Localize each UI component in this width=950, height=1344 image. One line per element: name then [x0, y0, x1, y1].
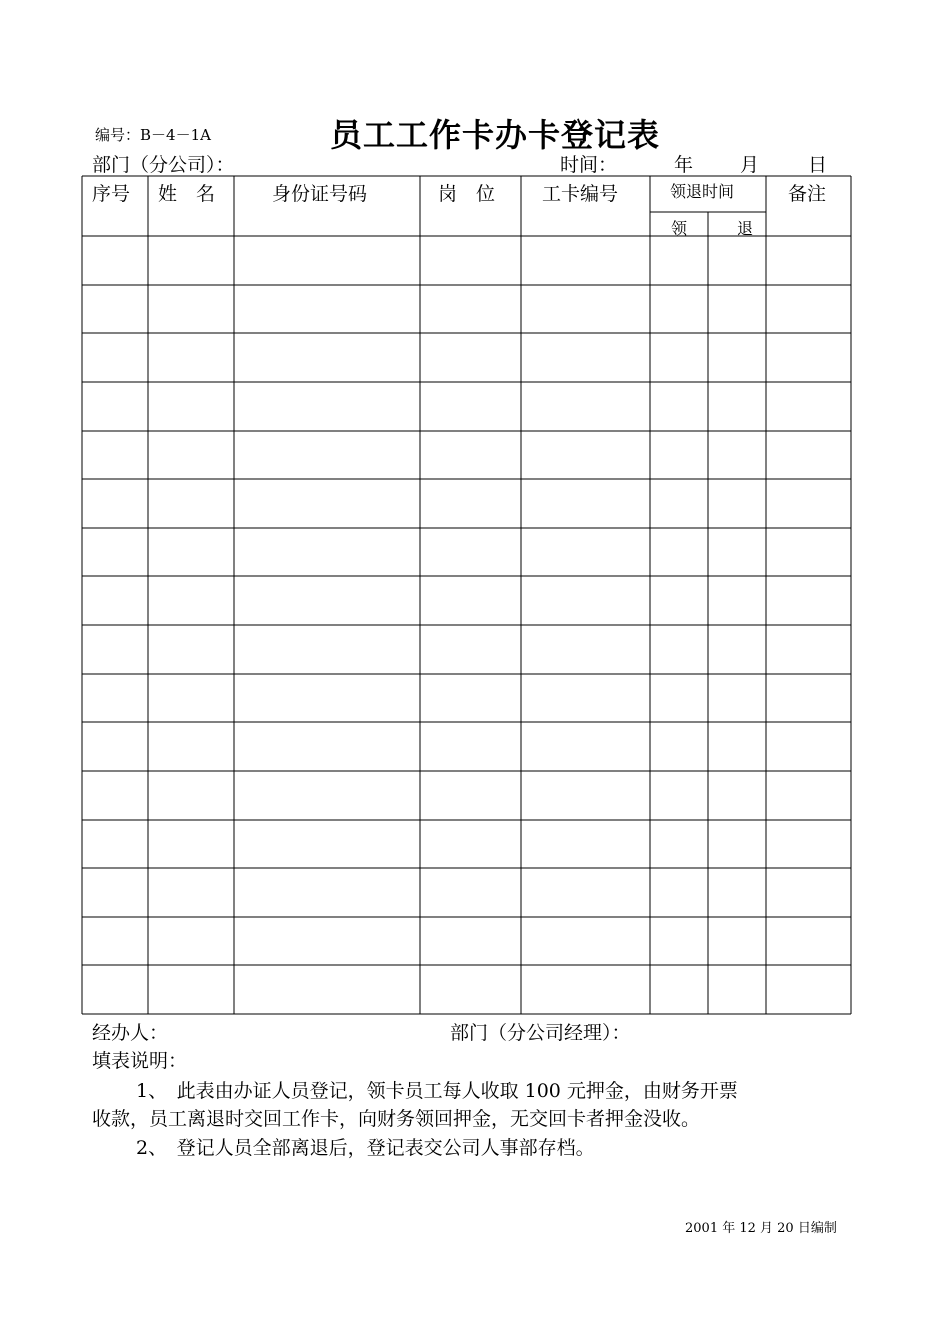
header-position: 岗 位 [438, 183, 496, 205]
dept-manager-label: 部门（分公司经理）： [450, 1022, 631, 1044]
month-label: 月 [740, 154, 760, 176]
header-return: 退 [737, 219, 754, 238]
header-issue: 领 [671, 219, 688, 238]
header-remarks: 备注 [788, 183, 827, 205]
note-1-line-2: 收款，员工离退时交回工作卡，向财务领回押金，无交回卡者押金没收。 [92, 1108, 701, 1130]
notes-title: 填表说明： [92, 1050, 188, 1072]
day-label: 日 [808, 154, 828, 176]
header-issue-return-time: 领退时间 [670, 182, 735, 201]
header-name: 姓 名 [158, 183, 216, 205]
page-title: 员工工作卡办卡登记表 [330, 116, 661, 154]
header-card-number: 工卡编号 [542, 183, 619, 205]
compiled-date: 2001 年 12 月 20 日编制 [685, 1221, 837, 1236]
year-label: 年 [674, 154, 694, 176]
header-id-number: 身份证号码 [272, 183, 368, 205]
note-2: 2、 登记人员全部离退后，登记表交公司人事部存档。 [136, 1137, 595, 1159]
form-code: 编号：B－4－1A [95, 126, 211, 144]
header-seq: 序号 [92, 183, 131, 205]
time-label: 时间： [560, 154, 618, 176]
handler-label: 经办人： [92, 1022, 169, 1044]
department-label: 部门（分公司）： [92, 154, 235, 176]
note-1-line-1: 1、 此表由办证人员登记，领卡员工每人收取 100 元押金，由财务开票 [136, 1080, 738, 1102]
